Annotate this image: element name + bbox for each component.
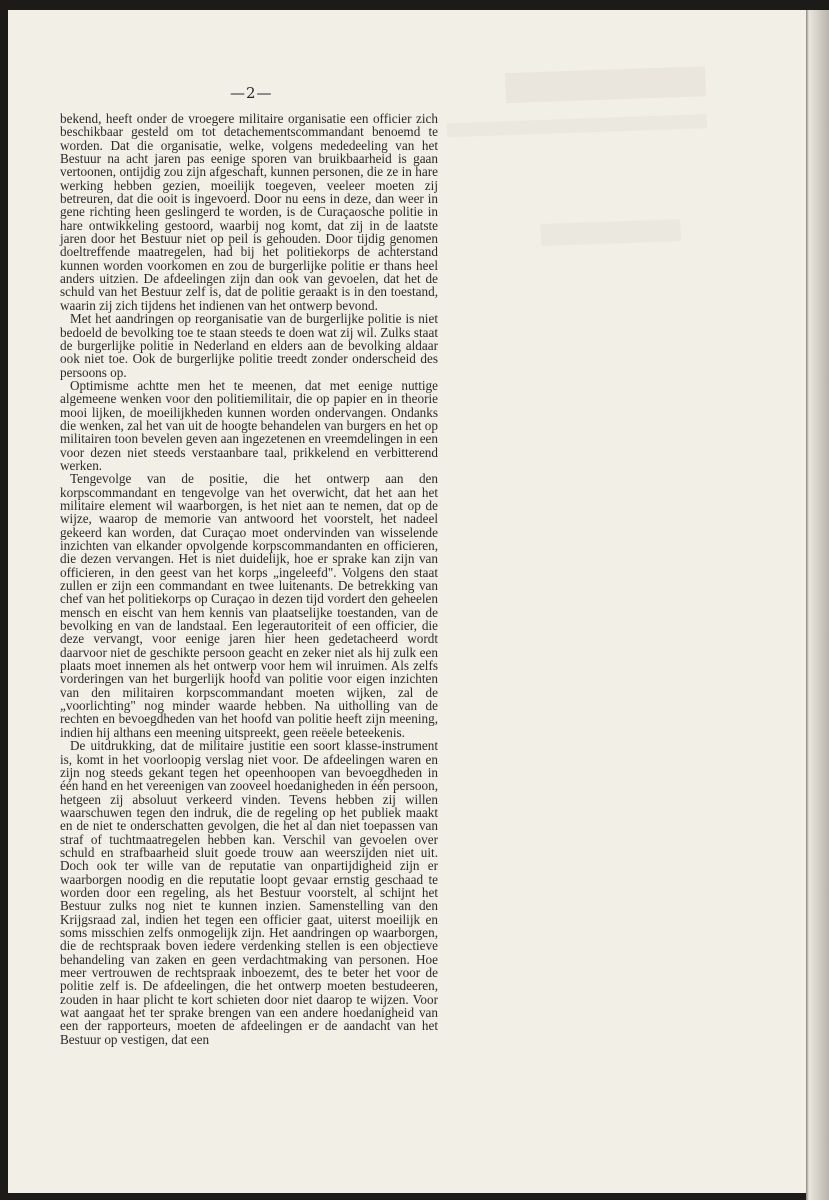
paragraph-1: bekend, heeft onder de vroegere militaire organisatie een officier zich beschikbaar gesteld om tot detachementscommandant benoemd te worden. Dat die organisatie, welke, volgens mededeeling van het Bestuur na acht jaren pas eenige sporen van bruikbaarheid is gaan vertoonen, ontijdig zou zijn afgeschaft, kunnen personen, die ze in hare werking hebben gezien, moeilijk toegeven, veeleer moeten zij betreuren, dat die ooit is ingevoerd. Door nu eens in deze, dan weer in gene richting heen geslingerd te worden, is de Curaçaosche politie in hare ontwikkeling gestoord, waarbij nog komt, dat zij in de laatste jaren door het Bestuur niet op peil is gehouden. Door tijdig genomen doeltreffende maatregelen, had bij het politiekorps de achterstand kunnen worden voorkomen en zou de burgerlijke politie er thans heel anders uitzien. De afdeelingen zijn dan ook van gevoelen, dat het de schuld van het Bestuur zelf is, dat de politie geraakt is in den toestand, waarin zij zich tijdens het indienen van het ontwerp bevond. bbox=[60, 111, 438, 313]
document-page bbox=[8, 10, 806, 1193]
body-text bbox=[60, 112, 438, 1046]
book-spine-edge bbox=[806, 10, 829, 1200]
paragraph-5: De uitdrukking, dat de militaire justitie een soort klasse-instrument is, komt in het voorloopig verslag niet voor. De afdeelingen waren en zijn nog steeds gekant tegen het opeenhoopen van bevoegdheden in één hand en het vereenigen van zooveel hoedanigheden in één persoon, hetgeen zij absoluut verkeerd vinden. Tevens hebben zij willen waarschuwen tegen den indruk, die de regeling op het publiek maakt en de niet te onderschatten gevolgen, die het al dan niet toepassen van straf of tuchtmaatregelen hebben kan. Verschil van gevoelen over schuld en strafbaarheid sluit goede trouw aan weerszijden niet uit. Doch ook ter wille van de reputatie van onpartijdigheid zijn er waarborgen noodig en die reputatie loopt gevaar ernstig geschaad te worden door een regeling, als het Bestuur voorstelt, al schijnt het Bestuur zulks nog niet te kunnen inzien. Samenstelling van den Krijgsraad zal, indien het tegen een officier gaat, uiterst moeilijk en soms misschien zelfs onmogelijk zijn. Het aandringen op waarborgen, die de rechtspraak boven iedere verdenking stellen is een objectieve behandeling van zaken en geen verdachtmaking van personen. Hoe meer vertrouwen de rechtspraak inboezemt, des te beter het voor de politie zelf is. De afdeelingen, die het ontwerp moeten bestudeeren, zouden in haar plicht te kort schieten door niet daarop te wijzen. Voor wat aangaat het ter sprake brengen van een andere hoedanigheid van een der rapporteurs, moeten de afdeelingen er de aandacht van het Bestuur op vestigen, dat een bbox=[60, 738, 438, 1047]
paragraph-4: Tengevolge van de positie, die het ontwerp aan den korpscommandant en tengevolge van het overwicht, dat het aan het militaire element wil waarborgen, is het niet aan te nemen, dat op de wijze, waarop de memorie van antwoord het voorstelt, het nadeel gekeerd kan worden, dat Curaçao moet ondervinden van wisselende inzichten van elkander opvolgende korpscommandanten en officieren, die dezen vervangen. Het is niet duidelijk, hoe er sprake kan zijn van officieren, in den geest van het korps „ingeleefd". Volgens den staat zullen er zijn een commandant en twee luitenants. De betrekking van chef van het politiekorps op Curaçao in dezen tijd vordert den geheelen mensch en eischt van hem kennis van plaatselijke toestanden, van de bevolking en van de landstaal. Een legerautoriteit of een officier, die deze vervangt, voor eenige jaren hier heen gedetacheerd wordt daarvoor niet de geschikte persoon geacht en zeker niet als hij zulk een plaats moet innemen als het ontwerp voor hem wil inruimen. Als zelfs vorderingen van het burgerlijk hoofd van politie voor eigen inzichten van den militairen korpscommandant moeten wijken, zal de „voorlichting" nog minder waarde hebben. Na uitholling van de rechten en bevoegdheden van het hoofd van politie heeft zijn meening, indien hij althans een meening uitspreekt, geen reëele beteekenis. bbox=[60, 471, 438, 740]
show-through-shadow bbox=[445, 65, 751, 249]
paragraph-3: Optimisme achtte men het te meenen, dat met eenige nuttige algemeene wenken voor den politiemilitair, die op papier en in theorie mooi lijken, de moeilijkheden kunnen worden ondervangen. Ondanks die wenken, zal het van uit de hoogte behandelen van burgers en het op militairen toon bevelen geven aan ingezetenen en vreemdelingen in een voor dezen niet steeds verstaanbare taal, prikkelend en verbitterend werken. bbox=[60, 377, 438, 473]
page-number: —2— bbox=[230, 84, 273, 102]
paragraph-2: Met het aandringen op reorganisatie van de burgerlijke politie is niet bedoeld de bevolking toe te staan steeds te doen wat zij wil. Zulks staat de burgerlijke politie in Nederland en elders aan de bevolking aldaar ook niet toe. Ook de burgerlijke politie treedt zonder onderscheid des persoons op. bbox=[60, 311, 438, 380]
